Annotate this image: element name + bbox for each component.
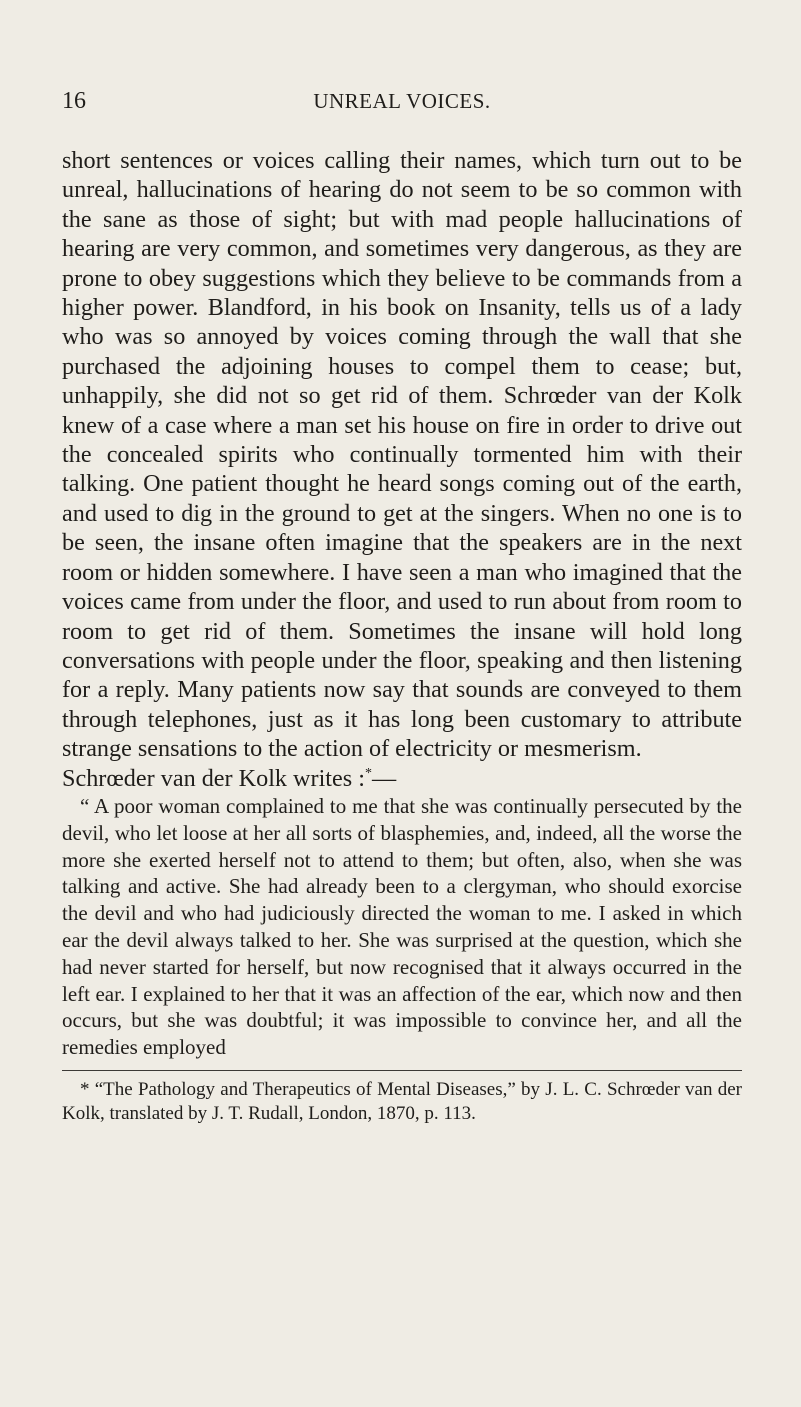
page-header [62, 86, 742, 116]
quote-paragraph: “ A poor woman complained to me that she was continually persecuted by the devil, who let loose at her all sorts of blasphemies, and, indeed, all the worse the more she exerted herself not to attend to them; but often, also, when she was talking and active. She had already been to a clergyman, who should exorcise the devil and who had judiciously directed the woman to me. I asked in which ear the devil always talked to her. She was surprised at the question, which she had never started for herself, but now recognised that it always occurred in the left ear. I explained to her that it was an affection of the ear, which now and then occurs, but she was doubtful; it was impossible to convince her, and all the remedies employed [62, 794, 742, 1060]
body-paragraph: short sentences or voices calling their names, which turn out to be unreal, hallucinations of hearing do not seem to be so common with the sane as those of sight; but with mad people hallucinations of hearing are very common, and sometimes very dangerous, as they are prone to obey suggestions which they believe to be commands from a higher power. Blandford, in his book on Insanity, tells us of a lady who was so annoyed by voices coming through the wall that she purchased the adjoining houses to compel them to cease; but, unhappily, she did not so get rid of them. Schrœder van der Kolk knew of a case where a man set his house on fire in order to drive out the concealed spirits who continually tormented him with their talking. One patient thought he heard songs coming out of the earth, and used to dig in the ground to get at the singers. When no one is to be seen, the insane often imagine that the speakers are in the next room or hidden somewhere. I have seen a man who imagined that the voices came from under the floor, and used to run about from room to room to get rid of them. Sometimes the insane will hold long conversations with people under the floor, speaking and then listening for a reply. Many patients now say that sounds are conveyed to them through telephones, just as it has long been customary to attribute strange sensations to the action of electricity or mesmerism. [62, 147, 742, 763]
attribution-text: Schrœder van der Kolk writes : [62, 764, 365, 792]
running-head: UNREAL VOICES. [313, 89, 491, 113]
footnote-divider [62, 1070, 742, 1071]
attribution-dash: — [371, 764, 397, 792]
footnote-text: * “The Pathology and Therapeutics of Mental Diseases,” by J. L. C. Schrœder van der Kolk, translated by J. T. Rudall, London, 1870, p. 113. [62, 1079, 742, 1124]
footnote-marker: * [364, 765, 372, 781]
main-text [62, 146, 742, 793]
page-number: 16 [62, 88, 86, 114]
quote-attribution [62, 764, 742, 793]
block-quote [62, 793, 742, 1061]
footnote [62, 1078, 742, 1126]
